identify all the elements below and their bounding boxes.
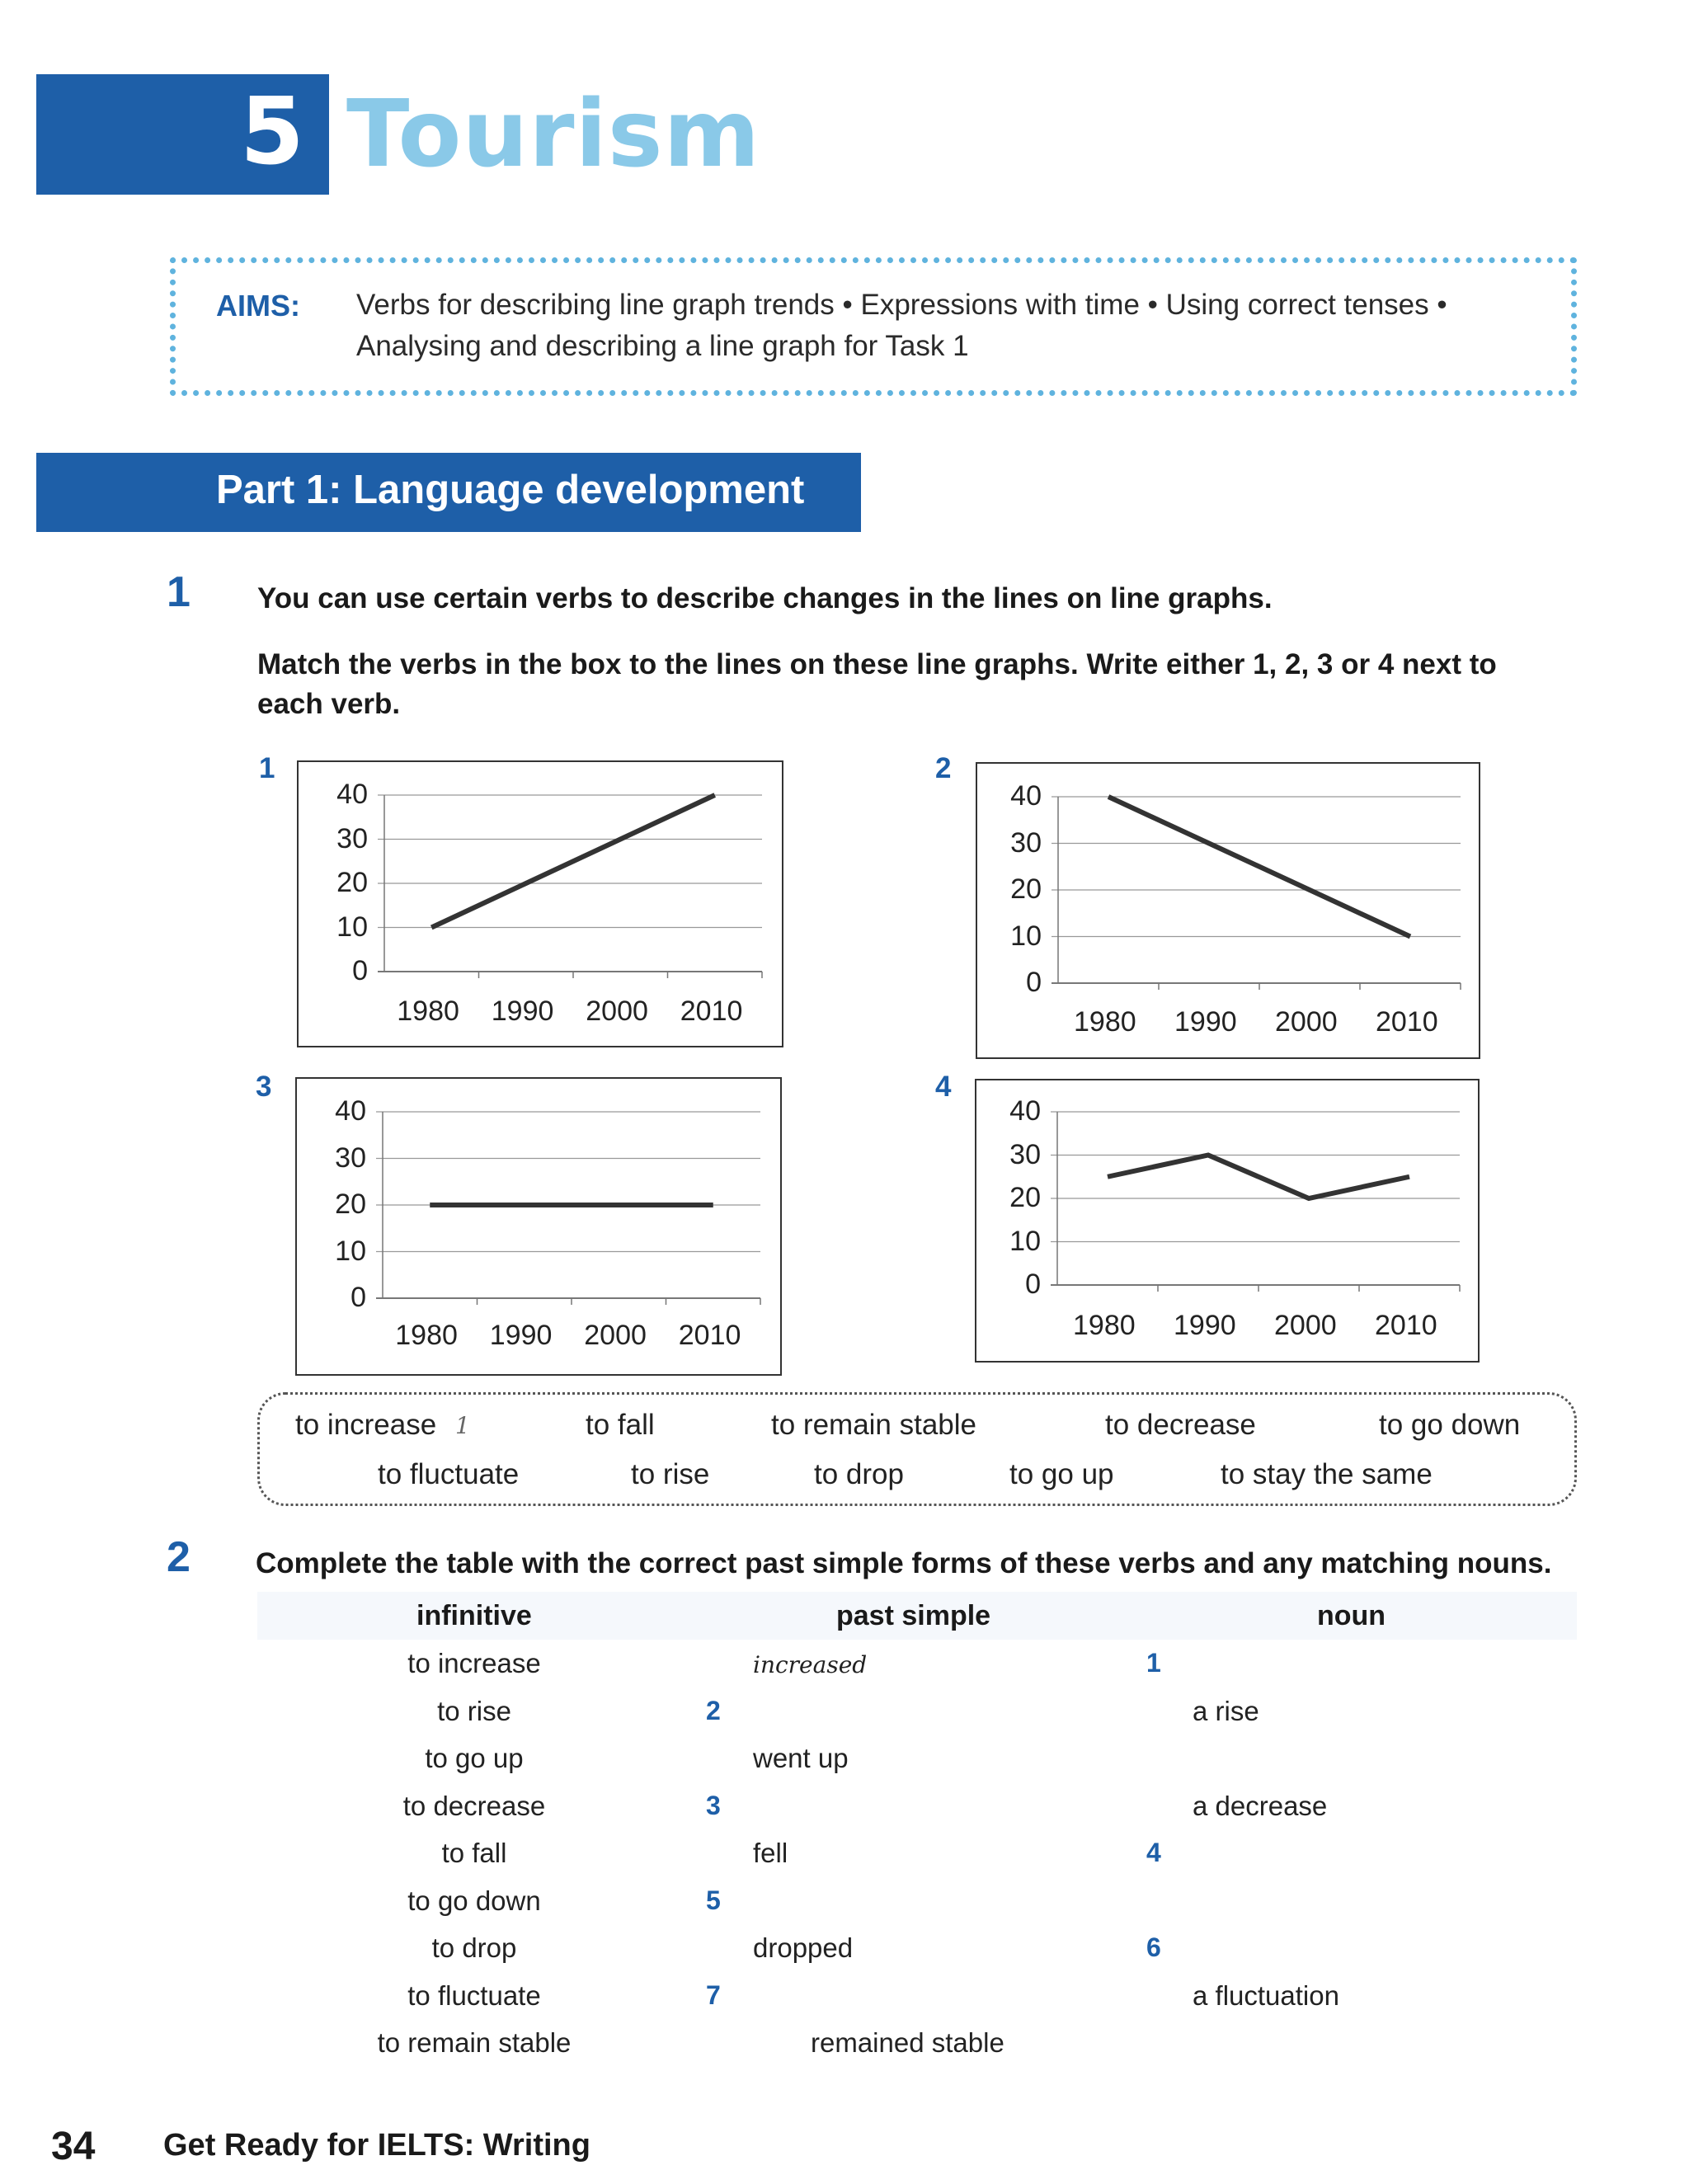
graph-1-x-tick: 2010 bbox=[680, 996, 743, 1027]
graph-4-y-tick: 20 bbox=[1009, 1182, 1041, 1213]
answer-number: 5 bbox=[706, 1885, 721, 1915]
line-graph-3 bbox=[295, 1077, 782, 1376]
line-graph-1 bbox=[297, 760, 783, 1047]
graph-1-y-tick: 30 bbox=[336, 822, 368, 854]
table-cell-infinitive: to drop bbox=[431, 1932, 517, 1963]
answer-number: 2 bbox=[706, 1695, 721, 1725]
graph-4-y-tick: 30 bbox=[1009, 1138, 1041, 1170]
verb-item: to remain stable bbox=[771, 1409, 977, 1441]
table-cell-past-simple: dropped bbox=[753, 1932, 854, 1963]
line-graph-2 bbox=[976, 762, 1480, 1059]
graph-1-x-tick: 1980 bbox=[397, 996, 459, 1027]
graph-3-y-tick: 20 bbox=[335, 1188, 366, 1220]
answer-number: 4 bbox=[1146, 1838, 1161, 1867]
graph-1-y-tick: 40 bbox=[336, 779, 368, 810]
verb-item: to decrease bbox=[1105, 1409, 1256, 1441]
book-title: Get Ready for IELTS: Writing bbox=[163, 2128, 590, 2163]
graph-1-x-tick: 1990 bbox=[491, 996, 554, 1027]
line-graph-4 bbox=[975, 1079, 1480, 1363]
table-cell-infinitive: to fall bbox=[441, 1838, 507, 1868]
graph-3-y-tick: 10 bbox=[335, 1235, 366, 1267]
table-cell-noun: a fluctuation bbox=[1193, 1979, 1339, 2011]
q2-instruction: Complete the table with the correct past simple forms of these verbs and any matching nouns. bbox=[256, 1547, 1552, 1579]
graph-2-y-tick: 0 bbox=[1026, 967, 1042, 998]
graph-3-y-tick: 0 bbox=[351, 1282, 366, 1313]
graph-4-number: 4 bbox=[935, 1071, 952, 1103]
graph-2-y-tick: 40 bbox=[1010, 780, 1042, 812]
graph-3-x-tick: 2010 bbox=[678, 1320, 741, 1351]
graph-2-x-tick: 2000 bbox=[1275, 1006, 1338, 1038]
graph-2-x-tick: 1990 bbox=[1174, 1006, 1237, 1038]
answer-number: 7 bbox=[706, 1979, 721, 2010]
verb-item: to stay the same bbox=[1221, 1458, 1433, 1490]
handwritten-answer: 1 bbox=[455, 1412, 470, 1439]
graph-3-y-tick: 30 bbox=[335, 1141, 366, 1174]
aims-label: AIMS: bbox=[216, 289, 300, 322]
graph-2-y-tick: 10 bbox=[1010, 920, 1042, 952]
graph-2-y-tick: 20 bbox=[1010, 873, 1042, 905]
answer-number: 6 bbox=[1146, 1932, 1161, 1962]
col-header-noun: noun bbox=[1317, 1600, 1386, 1631]
q1-instruction-2a: Match the verbs in the box to the lines on these line graphs. Write either 1, 2, 3 or 4 next to bbox=[257, 648, 1497, 680]
graph-1-y-tick: 20 bbox=[336, 867, 368, 898]
graph-1-number: 1 bbox=[259, 752, 275, 784]
part-title: Part 1: Language development bbox=[216, 468, 805, 512]
graph-3-number: 3 bbox=[256, 1071, 272, 1103]
table-cell-past-simple: remained stable bbox=[811, 2027, 1004, 2058]
graph-4-x-tick: 1980 bbox=[1073, 1310, 1136, 1341]
q1-instruction-2b: each verb. bbox=[257, 688, 401, 720]
verb-item: to go up bbox=[1009, 1458, 1114, 1490]
question-number-1: 1 bbox=[167, 568, 191, 616]
graph-1-series-line bbox=[431, 795, 715, 928]
graph-4-x-tick: 2000 bbox=[1274, 1310, 1337, 1341]
table-cell-past-simple: increased bbox=[753, 1651, 868, 1678]
graph-1-y-tick: 0 bbox=[352, 955, 368, 986]
graph-3-x-tick: 1990 bbox=[489, 1320, 553, 1351]
unit-number: 5 bbox=[240, 78, 304, 186]
verb-item: to rise bbox=[631, 1458, 710, 1490]
table-cell-noun: a rise bbox=[1193, 1695, 1259, 1726]
page-number: 34 bbox=[51, 2125, 96, 2168]
table-cell-past-simple: fell bbox=[753, 1838, 788, 1868]
q1-instruction-1: You can use certain verbs to describe changes in the lines on line graphs. bbox=[257, 582, 1273, 614]
aims-text-line-2: Analysing and describing a line graph for Task 1 bbox=[356, 330, 969, 362]
col-header-infinitive: infinitive bbox=[416, 1600, 532, 1631]
verb-item: to fluctuate bbox=[378, 1458, 520, 1490]
unit-title: Tourism bbox=[346, 81, 761, 188]
verb-item: to go down bbox=[1379, 1409, 1521, 1441]
graph-4-y-tick: 0 bbox=[1025, 1269, 1041, 1300]
table-cell-infinitive: to go down bbox=[407, 1885, 541, 1916]
graph-4-x-tick: 2010 bbox=[1375, 1310, 1437, 1341]
verb-item: to drop bbox=[814, 1458, 904, 1490]
graph-3-x-tick: 1980 bbox=[395, 1320, 458, 1351]
answer-number: 3 bbox=[706, 1790, 721, 1820]
graph-2-x-tick: 1980 bbox=[1074, 1006, 1136, 1038]
graph-2-number: 2 bbox=[935, 752, 952, 784]
table-cell-infinitive: to rise bbox=[437, 1695, 511, 1726]
table-cell-past-simple: went up bbox=[753, 1743, 849, 1773]
table-cell-infinitive: to go up bbox=[425, 1743, 524, 1773]
graph-1-x-tick: 2000 bbox=[586, 996, 648, 1027]
table-cell-infinitive: to fluctuate bbox=[407, 1979, 541, 2011]
graph-2-series-line bbox=[1108, 797, 1410, 937]
graph-4-x-tick: 1990 bbox=[1174, 1310, 1236, 1341]
question-number-2: 2 bbox=[167, 1533, 191, 1581]
graph-4-series-line bbox=[1108, 1156, 1409, 1199]
graph-3-x-tick: 2000 bbox=[584, 1320, 647, 1351]
table-cell-infinitive: to remain stable bbox=[377, 2027, 572, 2058]
aims-text-line-1: Verbs for describing line graph trends • Expressions with time • Using correct tenses • bbox=[356, 289, 1447, 321]
verb-item: to increase bbox=[295, 1409, 437, 1441]
graph-1-y-tick: 10 bbox=[336, 911, 368, 943]
verb-item: to fall bbox=[586, 1409, 655, 1441]
graph-4-y-tick: 10 bbox=[1009, 1225, 1041, 1257]
table-cell-infinitive: to decrease bbox=[402, 1790, 546, 1821]
graph-3-y-tick: 40 bbox=[335, 1095, 366, 1127]
answer-number: 1 bbox=[1146, 1648, 1161, 1678]
graph-2-x-tick: 2010 bbox=[1376, 1006, 1438, 1038]
table-cell-infinitive: to increase bbox=[407, 1648, 541, 1678]
graph-4-y-tick: 40 bbox=[1009, 1095, 1041, 1127]
graph-2-y-tick: 30 bbox=[1010, 826, 1042, 859]
aims-box bbox=[170, 257, 1577, 396]
table-cell-noun: a decrease bbox=[1193, 1790, 1328, 1821]
col-header-past-simple: past simple bbox=[836, 1600, 991, 1631]
